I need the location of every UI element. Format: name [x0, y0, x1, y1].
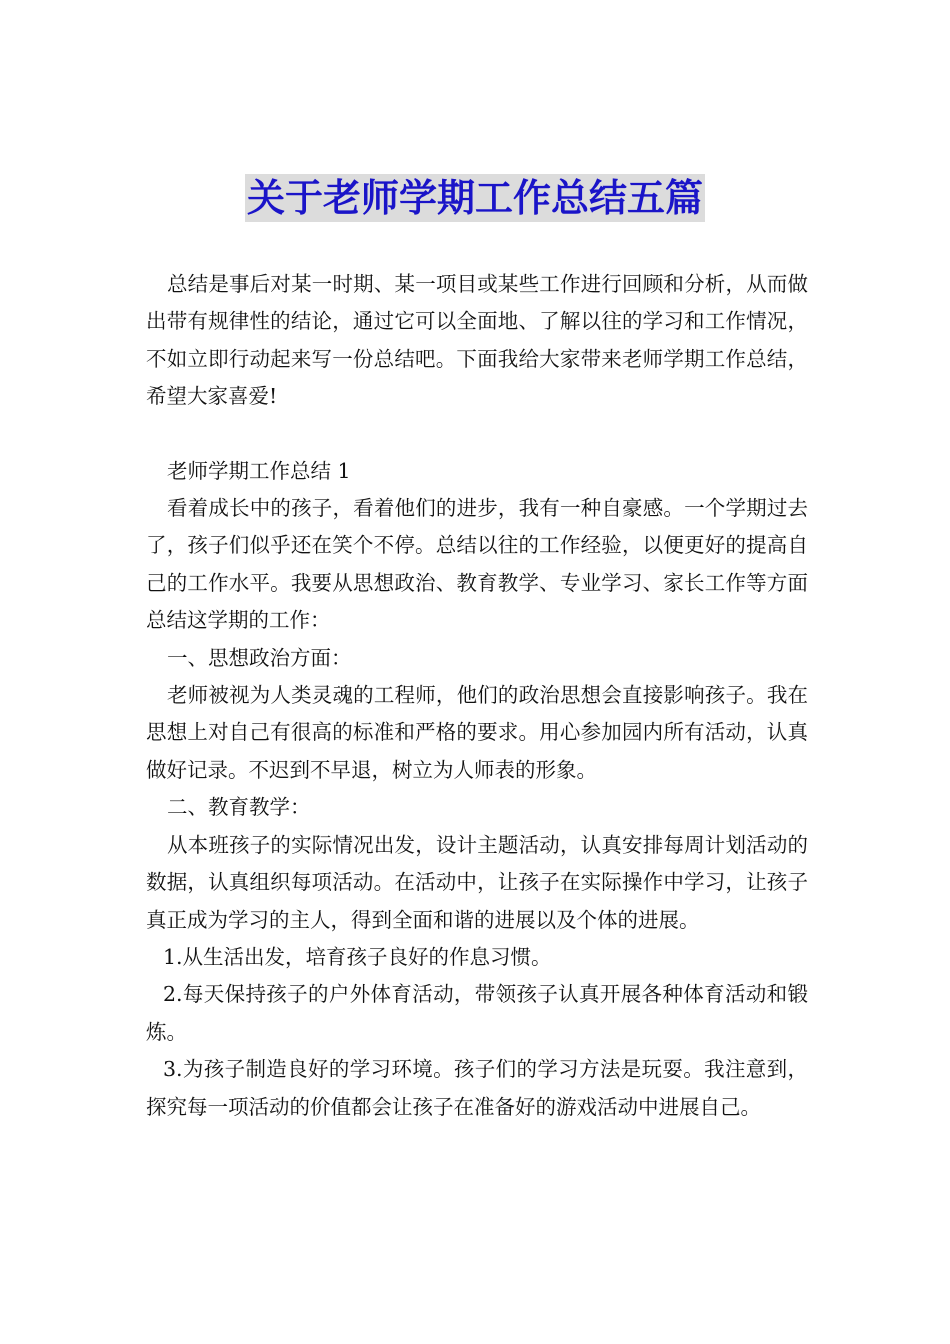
body-paragraph: 老师被视为人类灵魂的工程师，他们的政治思想会直接影响孩子。我在思想上对自己有很高的标准和严格的要求。用心参加园内所有活动，认真做好记录。不迟到不早退，树立为人师表的形象。	[146, 683, 808, 782]
title-container	[0, 174, 950, 222]
subheading-teaching: 二、教育教学：	[167, 795, 311, 820]
subheading-politics: 一、思想政治方面：	[167, 645, 352, 670]
body-paragraph: 从本班孩子的实际情况出发，设计主题活动，认真安排每周计划活动的数据，认真组织每项活动。在活动中，让孩子在实际操作中学习，让孩子真正成为学习的主人，得到全面和谐的进展以及个体的进展。	[146, 832, 808, 932]
document-body	[146, 266, 808, 1126]
body-paragraph: 看着成长中的孩子，看着他们的进步，我有一种自豪感。一个学期过去了，孩子们似乎还在笑个不停。总结以往的工作经验，以便更好的提高自己的工作水平。我要从思想政治、教育教学、专业学习、家长工作等方面总结这学期的工作：	[146, 496, 808, 633]
list-item: 1.从生活出发，培育孩子良好的作息习惯。	[163, 944, 552, 969]
list-item: 3.为孩子制造良好的学习环境。孩子们的学习方法是玩耍。我注意到，探究每一项活动的价值都会让孩子在准备好的游戏活动中进展自己。	[146, 1057, 808, 1119]
list-item: 2.每天保持孩子的户外体育活动，带领孩子认真开展各种体育活动和锻炼。	[146, 982, 808, 1044]
document-title: 关于老师学期工作总结五篇	[246, 176, 703, 220]
intro-paragraph: 总结是事后对某一时期、某一项目或某些工作进行回顾和分析，从而做出带有规律性的结论，通过它可以全面地、了解以往的学习和工作情况，不如立即行动起来写一份总结吧。下面我给大家带来老师学期工作总结，希望大家喜爱!	[146, 272, 808, 409]
section-heading: 老师学期工作总结 1	[167, 458, 351, 483]
